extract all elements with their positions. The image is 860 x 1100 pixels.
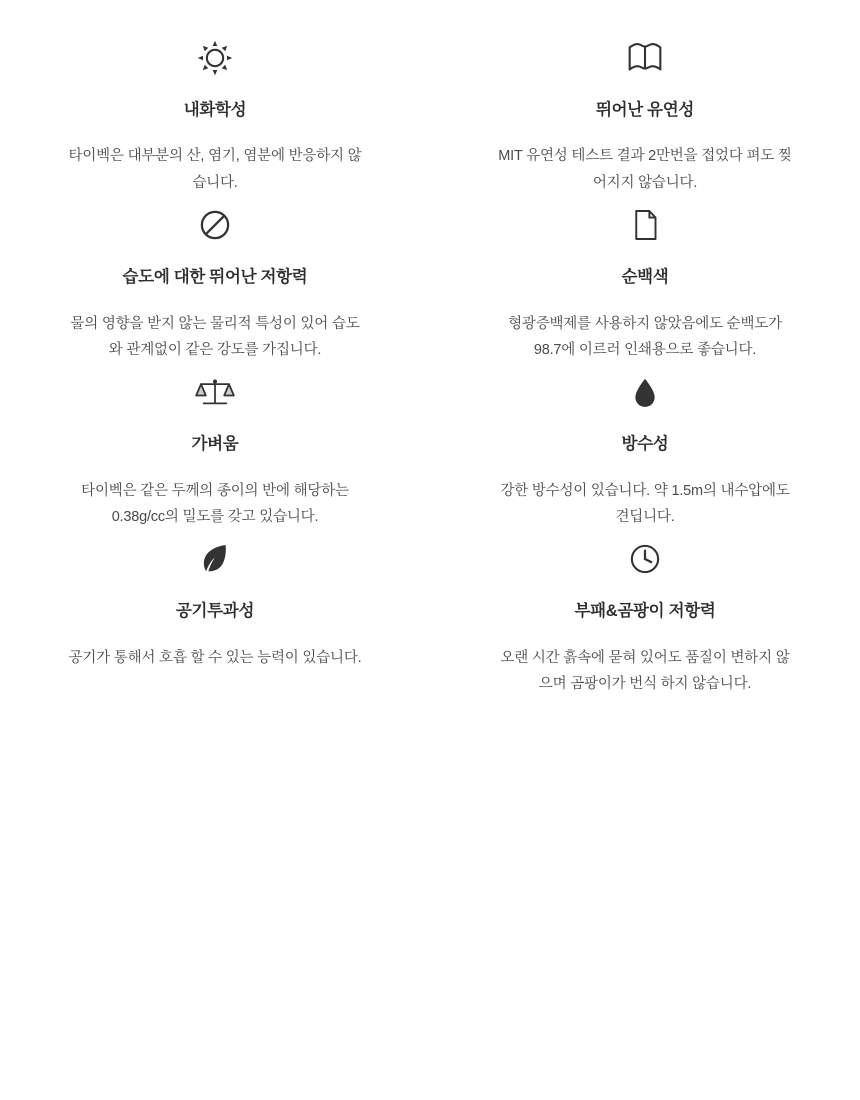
feature-title: 습도에 대한 뛰어난 저항력 xyxy=(122,268,308,287)
sun-icon xyxy=(192,30,238,86)
feature-card-내화학성 xyxy=(0,30,430,197)
feature-title: 방수성 xyxy=(621,435,669,454)
no-entry-icon xyxy=(194,197,236,253)
feature-description: 형광증백제를 사용하지 않았음에도 순백도가 98.7에 이르러 인쇄용으로 좋습니다. xyxy=(508,315,782,359)
feature-description: 공기가 통해서 호흡 할 수 있는 능력이 있습니다. xyxy=(68,649,362,666)
scale-icon xyxy=(192,364,238,420)
feature-title: 가벼움 xyxy=(191,435,239,454)
feature-description: MIT 유연성 테스트 결과 2만번을 접었다 펴도 찢어지지 않습니다. xyxy=(498,148,792,192)
feature-description: 오랜 시간 흙속에 묻혀 있어도 품질이 변하지 않으며 곰팡이가 번식 하지 않습니다. xyxy=(500,649,790,693)
document-icon xyxy=(624,197,666,253)
feature-title: 공기투과성 xyxy=(175,602,255,621)
feature-card-뛰어난-유연성 xyxy=(430,30,860,197)
feature-title: 부패&곰팡이 저항력 xyxy=(574,602,716,621)
feature-description: 타이벡은 같은 두께의 종이의 반에 해당하는 0.38g/cc의 밀도를 갖고 있습니다. xyxy=(81,482,349,526)
feature-card-부패곰팡이저항력 xyxy=(430,531,860,698)
feature-card-습도저항력 xyxy=(0,197,430,364)
feature-card-가벼움 xyxy=(0,364,430,531)
feature-title: 내화학성 xyxy=(183,101,247,119)
feature-description: 강한 방수성이 있습니다. 약 1.5m의 내수압에도 견딥니다. xyxy=(500,482,790,526)
feature-description: 타이벡은 대부분의 산, 염기, 염분에 반응하지 않습니다. xyxy=(68,148,362,192)
feature-card-방수성 xyxy=(430,364,860,531)
map-icon xyxy=(622,30,668,86)
feature-description: 물의 영향을 받지 않는 물리적 특성이 있어 습도와 관계없이 같은 강도를 가집니다. xyxy=(70,315,360,359)
feature-card-순백색 xyxy=(430,197,860,364)
feature-card-공기투과성 xyxy=(0,531,430,698)
feature-title: 순백색 xyxy=(621,268,669,287)
water-drop-icon xyxy=(628,364,662,420)
leaf-icon xyxy=(194,531,236,587)
feature-title: 뛰어난 유연성 xyxy=(595,101,695,119)
clock-icon xyxy=(624,531,666,587)
